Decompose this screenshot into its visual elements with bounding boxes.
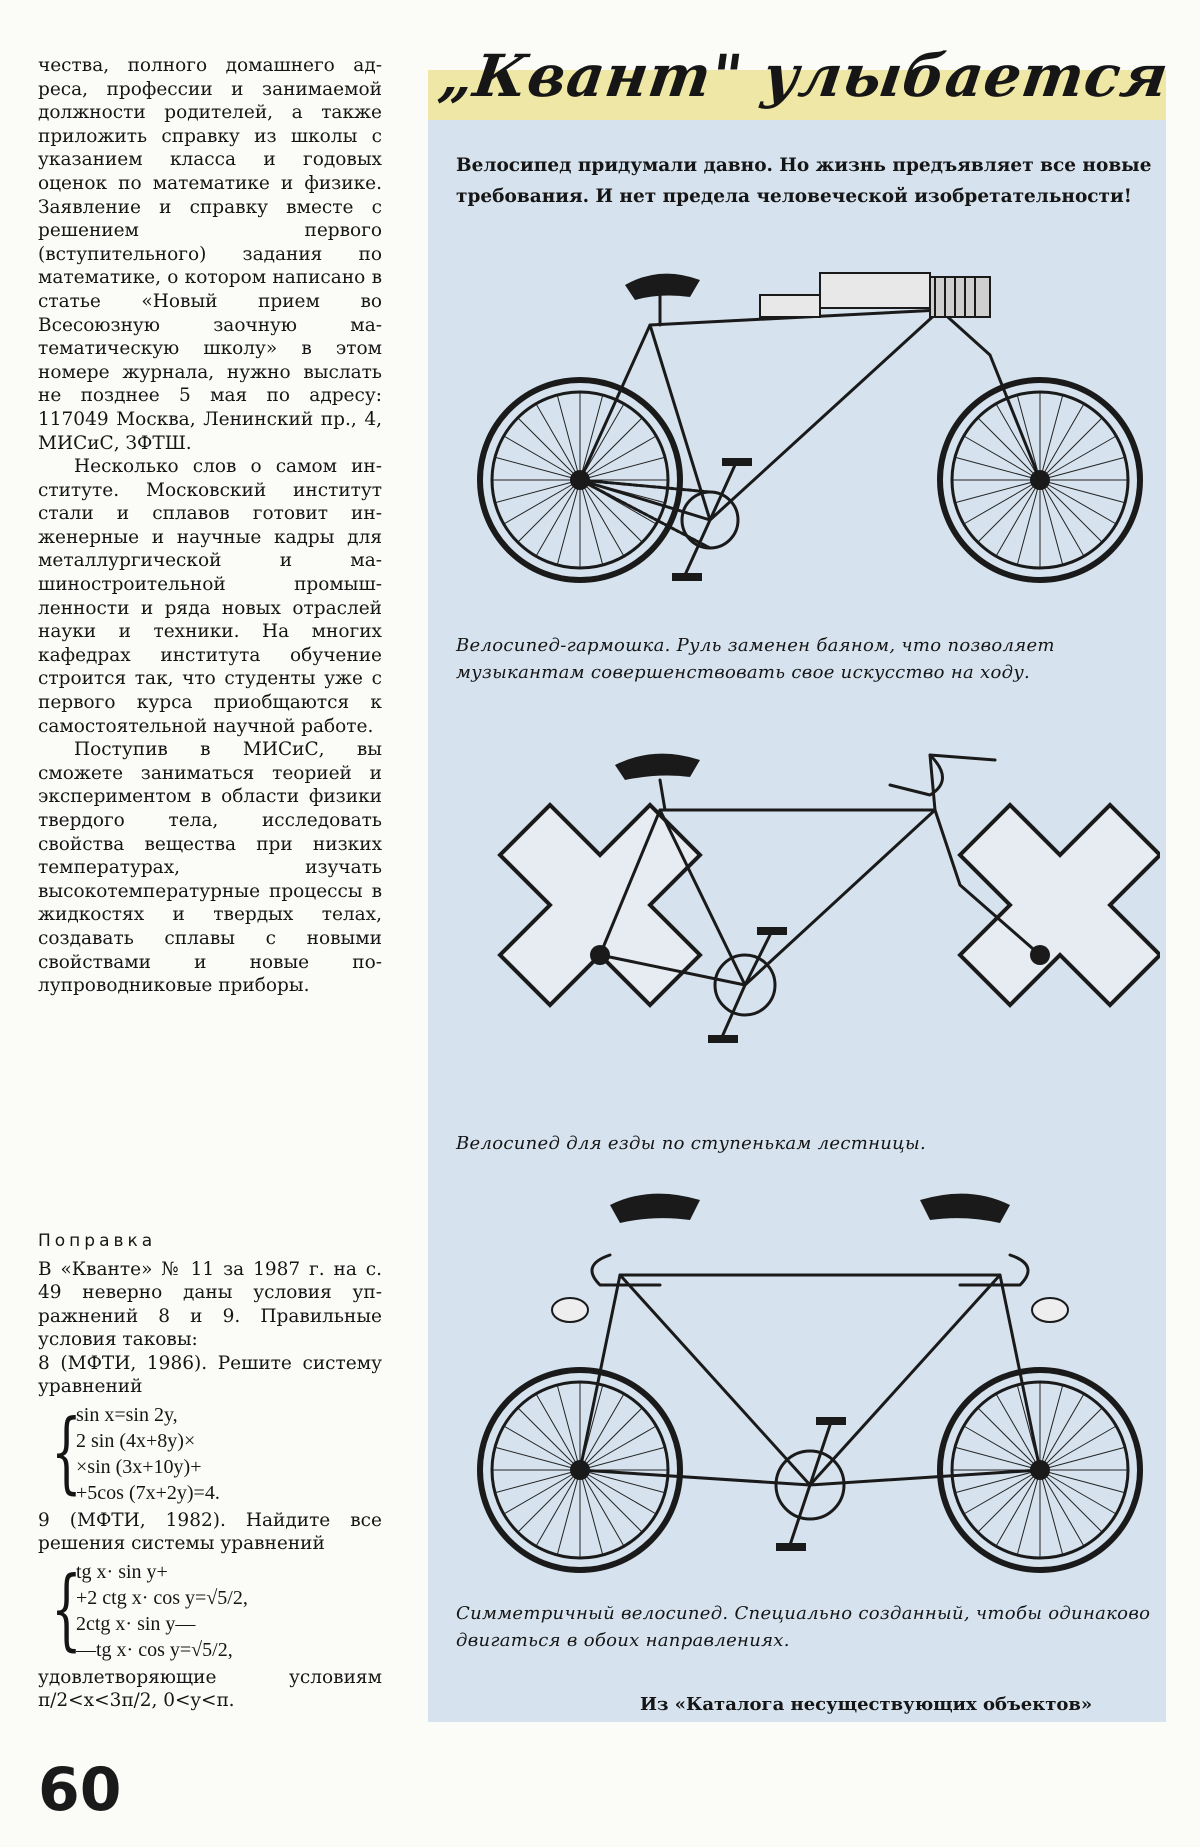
- wheel-spoke: [1040, 1447, 1125, 1470]
- wheel-spoke: [955, 480, 1040, 503]
- wheel-spoke: [580, 1447, 665, 1470]
- wheel-spoke: [580, 457, 665, 480]
- article-paragraph-2: Несколько слов о самом институте. Московский институт стали и сплавов готовит инженерные и научные кадры для металлургической и машиностроительной промышленности и ряда новых отраслей науки и техники. На многих кафедрах института обучение строится так, что студенты уже с первого курса приобщаются к самостоятельной научной работе.: [38, 456, 382, 737]
- saddle-right: [920, 1194, 1010, 1223]
- page-number: 60: [38, 1755, 122, 1825]
- wheel-spoke: [1040, 1385, 1063, 1470]
- wheel-spoke: [495, 1447, 580, 1470]
- caption-symmetric-bicycle: Симметричный велосипед. Специально созданный, чтобы одинаково двигаться в обоих направлениях.: [456, 1603, 1151, 1651]
- wheel-spoke: [580, 480, 603, 565]
- problem-9-conditions: удовлетворяющие условиям π/2<x<3π/2, 0<y<π.: [38, 1666, 382, 1711]
- wheel-spoke: [955, 457, 1040, 480]
- correction-heading: Поправка: [38, 1231, 157, 1251]
- correction-intro: В «Кванте» № 11 за 1987 г. на с. 49 неверно даны условия упражнений 8 и 9. Правильные условия таковы:: [38, 1258, 382, 1350]
- saddle: [615, 754, 700, 780]
- problem-8-statement: 8 (МФТИ, 1986). Решите систему уравнений: [38, 1352, 382, 1397]
- accordion-bicycle-illustration: [460, 255, 1160, 615]
- equation-system-9: [46, 1556, 382, 1663]
- wheel-spoke: [1017, 480, 1040, 565]
- caption-accordion-bicycle: Велосипед-гармошка. Руль заменен баяном, что позволяет музыкантам совершенствовать свое искусство на ходу.: [456, 635, 1055, 683]
- humor-title: „Квант" улыбается: [435, 42, 1174, 110]
- equation-line: —tg x· cos y=√5/2,: [76, 1638, 233, 1661]
- wheel-spoke: [557, 480, 580, 565]
- equation-system-8: [46, 1399, 382, 1506]
- front-x-wheel: [960, 805, 1160, 1005]
- equation-line: +5cos (7x+2y)=4.: [76, 1481, 220, 1504]
- equation-line: +2 ctg x· cos y=√5/2,: [76, 1586, 248, 1609]
- equation-line: sin x=sin 2y,: [76, 1403, 178, 1426]
- wheel-spoke: [580, 1470, 603, 1555]
- accordion: [760, 273, 990, 317]
- wheel-spoke: [1040, 395, 1063, 480]
- wheel-spoke: [1017, 395, 1040, 480]
- wheel-spoke: [495, 457, 580, 480]
- wheel-spoke: [955, 1447, 1040, 1470]
- frame: [552, 1255, 1068, 1551]
- saddle: [625, 274, 700, 300]
- stairs-bicycle-illustration: [460, 735, 1160, 1105]
- wheel-spoke: [1040, 457, 1125, 480]
- equation-line: tg x· sin y+: [76, 1560, 168, 1583]
- wheel-spoke: [495, 480, 580, 503]
- wheel-spoke: [557, 1385, 580, 1470]
- wheel-spoke: [1017, 1470, 1040, 1555]
- correction-note: [38, 1230, 382, 1713]
- frame: [600, 755, 1040, 1043]
- saddle-left: [610, 1194, 700, 1223]
- article-column: [38, 54, 382, 998]
- symmetric-bicycle-illustration: [460, 1185, 1160, 1580]
- wheel-spoke: [1040, 1470, 1063, 1555]
- equation-line: ×sin (3x+10y)+: [76, 1455, 202, 1478]
- wheel-spoke: [557, 1470, 580, 1555]
- rear-x-wheel: [500, 805, 700, 1005]
- equation-line: 2ctg x· sin y—: [76, 1612, 196, 1635]
- equation-line: 2 sin (4x+8y)×: [76, 1429, 196, 1452]
- brace-symbol: {: [50, 1556, 82, 1660]
- wheel-spoke: [495, 1470, 580, 1493]
- article-paragraph-3: Поступив в МИСиС, вы сможете заниматься теорией и экспериментом в области физики твердого тела, исследовать свойства вещества при низких температурах, изучать высокотемпературные процессы в жидкостях и твердых телах, создавать сплавы с новыми свойствами и новые полупроводниковые приборы.: [38, 739, 382, 997]
- source-credit: Из «Каталога несуществующих объектов»: [640, 1694, 1093, 1715]
- brace-symbol: {: [50, 1399, 82, 1503]
- wheel-spoke: [1040, 480, 1125, 503]
- frame: [580, 295, 1040, 581]
- article-paragraph-1: чества, полного домашнего адреса, профессии и занимаемой должности родителей, а также приложить справку из школы с указанием класса и годовых оценок по математике и физике. Заявление и справку вместе с решением первого (вступительного) задания по математике, о котором написано в статье «Новый прием во Всесоюзную заочную математическую школу» в этом номере журнала, нужно выслать не позднее 5 мая по адресу: 117049 Москва, Ленинский пр., 4, МИСиС, ЗФТШ.: [38, 55, 382, 454]
- humor-intro: Велосипед придумали давно. Но жизнь предъявляет все новые требования. И нет предела человеческой изобретательности!: [456, 155, 1152, 207]
- wheel-spoke: [557, 395, 580, 480]
- wheel-spoke: [1040, 480, 1063, 565]
- caption-stairs-bicycle: Велосипед для езды по ступенькам лестницы.: [456, 1133, 927, 1154]
- problem-9-statement: 9 (МФТИ, 1982). Найдите все решения системы уравнений: [38, 1509, 382, 1554]
- wheel-spoke: [1040, 1470, 1125, 1493]
